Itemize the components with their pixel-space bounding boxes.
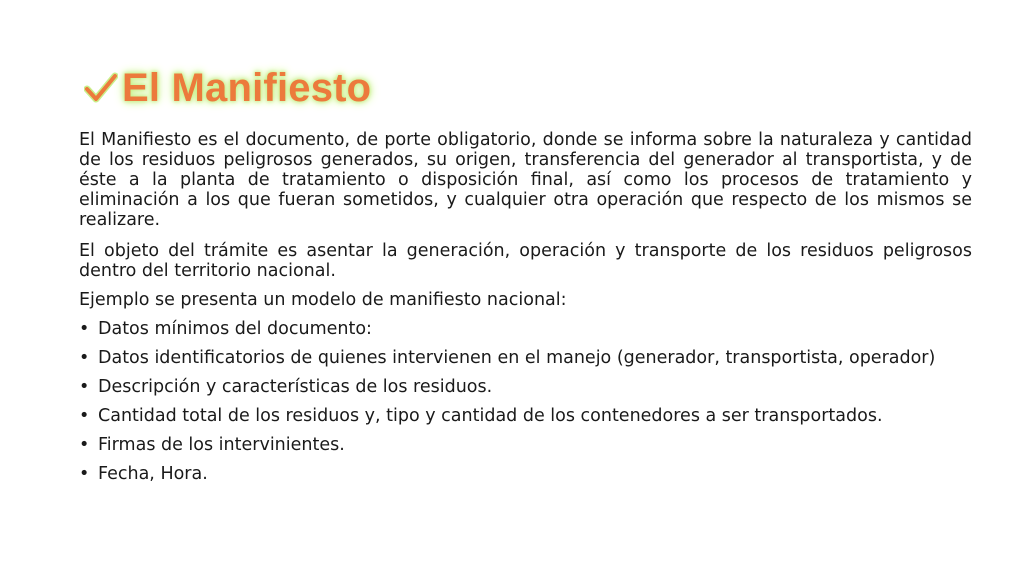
list-item xyxy=(79,464,972,484)
bullet-text: Descripción y características de los residuos. xyxy=(98,377,493,397)
bullet-text: Datos identificatorios de quienes intervienen en el manejo (generador, transportista, operador) xyxy=(98,348,936,368)
list-item xyxy=(79,319,972,339)
checkmark-icon xyxy=(84,72,118,106)
bullet-icon: • xyxy=(79,406,90,426)
slide-body xyxy=(79,130,972,493)
bullet-list xyxy=(79,319,972,484)
bullet-text: Cantidad total de los residuos y, tipo y cantidad de los contenedores a ser transportados. xyxy=(98,406,883,426)
list-item xyxy=(79,406,972,426)
bullet-icon: • xyxy=(79,377,90,397)
paragraph-example-intro: Ejemplo se presenta un modelo de manifiesto nacional: xyxy=(79,290,567,310)
bullet-icon: • xyxy=(79,464,90,484)
paragraph-purpose: El objeto del trámite es asentar la generación, operación y transporte de los residuos peligrosos dentro del territorio nacional. xyxy=(79,241,972,281)
title-row xyxy=(84,60,371,116)
bullet-text: Firmas de los intervinientes. xyxy=(98,435,345,455)
slide-title: El Manifiesto xyxy=(122,65,372,110)
bullet-icon: • xyxy=(79,319,90,339)
bullet-text: Datos mínimos del documento: xyxy=(98,319,372,339)
list-item xyxy=(79,377,972,397)
bullet-icon: • xyxy=(79,435,90,455)
list-item xyxy=(79,348,972,368)
bullet-icon: • xyxy=(79,348,90,368)
paragraph-definition: El Manifiesto es el documento, de porte obligatorio, donde se informa sobre la naturaleza y cantidad de los residuos peligrosos generados, su origen, transferencia del generador al transportista, y de éste a la planta de tratamiento o disposición final, así como los procesos de tratamiento y eliminación a los que fueran sometidos, y cualquier otra operación que respecto de los mismos se realizare. xyxy=(79,130,972,230)
list-item xyxy=(79,435,972,455)
bullet-text: Fecha, Hora. xyxy=(98,464,208,484)
